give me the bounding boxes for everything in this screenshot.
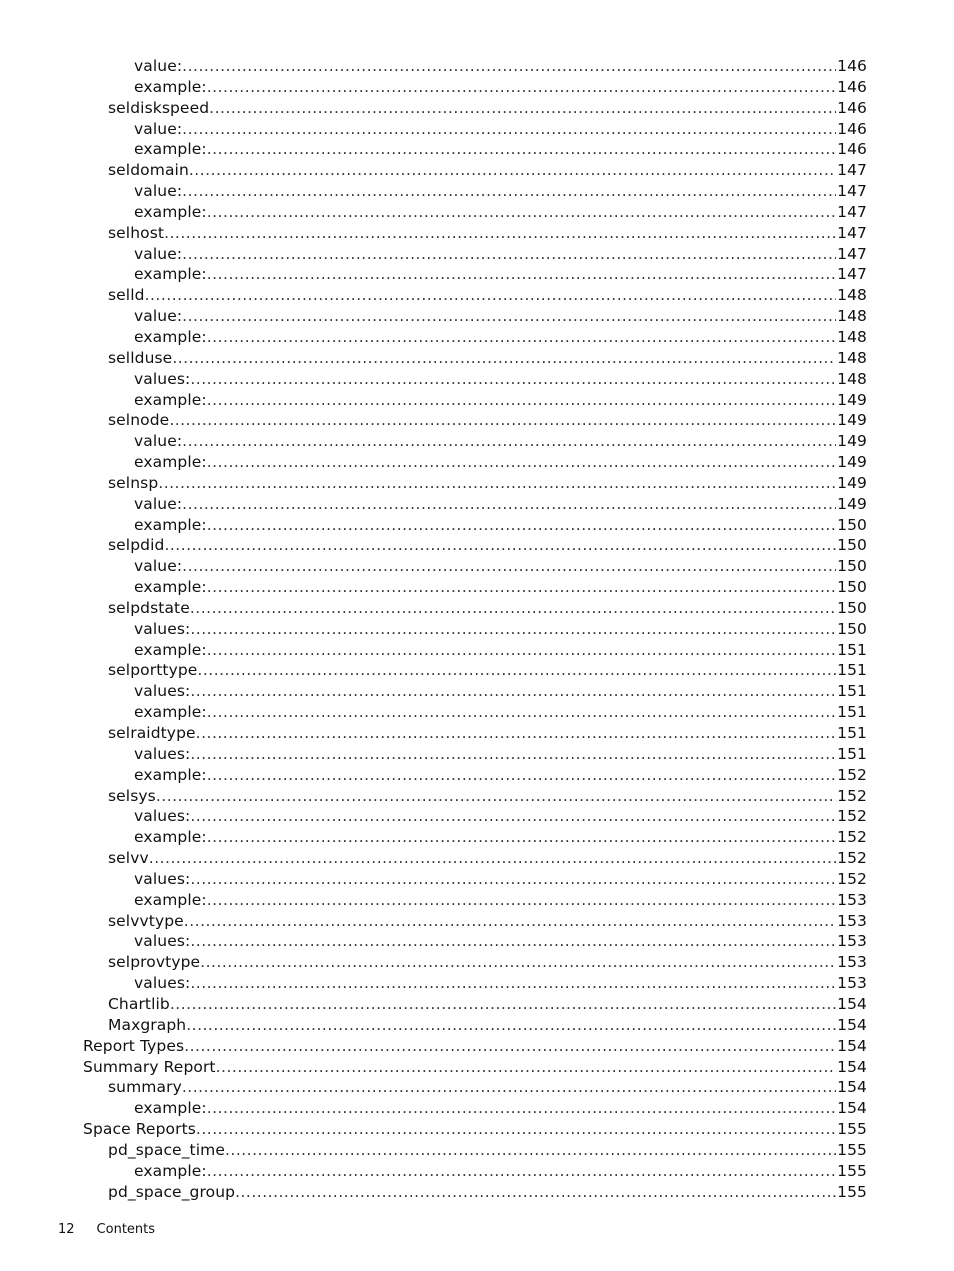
toc-entry-label: value: [134, 432, 183, 451]
toc-entry[interactable] [0, 744, 954, 765]
toc-entry-line [134, 139, 867, 160]
toc-entry[interactable] [0, 786, 954, 807]
toc-entry-page-number: 153 [837, 932, 867, 951]
footer-page-number: 12 [58, 1222, 75, 1237]
toc-entry-line [108, 952, 867, 973]
dot-leader [182, 306, 836, 327]
toc-entry[interactable] [0, 181, 954, 202]
toc-entry-line [108, 1140, 867, 1161]
toc-entry-line [108, 723, 867, 744]
toc-entry-label: selpdid [108, 536, 165, 555]
toc-entry-line [134, 681, 867, 702]
toc-entry-line [108, 223, 867, 244]
toc-entry-label: values: [134, 619, 191, 638]
toc-entry[interactable] [0, 1057, 954, 1078]
toc-entry-page-number: 149 [837, 390, 867, 409]
toc-entry-line [134, 1161, 867, 1182]
toc-entry[interactable] [0, 431, 954, 452]
toc-entry-label: Space Reports [83, 1120, 196, 1139]
toc-entry-page-number: 153 [837, 953, 867, 972]
toc-entry-label: Summary Report [83, 1057, 216, 1076]
dot-leader [190, 806, 836, 827]
toc-entry[interactable] [0, 1140, 954, 1161]
toc-entry-line [108, 994, 867, 1015]
dot-leader [196, 723, 836, 744]
toc-entry-line [134, 931, 867, 952]
toc-entry[interactable] [0, 202, 954, 223]
toc-entry-label: seldomain [108, 161, 189, 180]
toc-entry[interactable] [0, 452, 954, 473]
toc-entry-label: values: [134, 807, 191, 826]
toc-entry-page-number: 154 [837, 994, 867, 1013]
toc-entry[interactable] [0, 1036, 954, 1057]
toc-entry-label: selnode [108, 411, 170, 430]
toc-entry[interactable] [0, 723, 954, 744]
dot-leader [172, 348, 836, 369]
toc-entry-label: value: [134, 307, 183, 326]
toc-entry[interactable] [0, 973, 954, 994]
toc-entry-line [134, 327, 867, 348]
dot-leader [184, 1036, 836, 1057]
toc-entry[interactable] [0, 306, 954, 327]
toc-entry-page-number: 155 [837, 1120, 867, 1139]
toc-entry-label: seldiskspeed [108, 98, 210, 117]
toc-entry-line [108, 598, 867, 619]
toc-entry[interactable] [0, 119, 954, 140]
toc-entry-line [134, 119, 867, 140]
toc-entry-label: value: [134, 119, 183, 138]
toc-entry-label: example: [134, 1099, 207, 1118]
toc-entry-line [108, 848, 867, 869]
toc-entry-line [108, 535, 867, 556]
toc-entry-line [134, 306, 867, 327]
toc-entry-line [108, 1015, 867, 1036]
toc-entry-line [108, 348, 867, 369]
toc-entry-page-number: 155 [837, 1182, 867, 1201]
dot-leader [207, 139, 836, 160]
toc-entry-label: selnsp [108, 473, 159, 492]
toc-entry-line [108, 473, 867, 494]
toc-entry-page-number: 152 [837, 869, 867, 888]
toc-entry-page-number: 153 [837, 890, 867, 909]
toc-entry[interactable] [0, 369, 954, 390]
toc-entry-page-number: 154 [837, 1057, 867, 1076]
toc-entry-label: selpdstate [108, 598, 190, 617]
toc-entry-label: selld [108, 286, 145, 305]
toc-entry-label: values: [134, 974, 191, 993]
toc-entry-page-number: 147 [837, 223, 867, 242]
toc-entry-line [134, 244, 867, 265]
toc-entry-label: example: [134, 828, 207, 847]
toc-entry-page-number: 154 [837, 1078, 867, 1097]
toc-entry[interactable] [0, 619, 954, 640]
dot-leader [207, 264, 836, 285]
dot-leader [164, 223, 836, 244]
dot-leader [207, 577, 836, 598]
toc-entry-page-number: 150 [837, 578, 867, 597]
toc-entry-label: selsys [108, 786, 156, 805]
toc-entry[interactable] [0, 77, 954, 98]
toc-entry-label: pd_space_group [108, 1182, 236, 1201]
toc-entry-page-number: 151 [837, 724, 867, 742]
toc-entry-label: value: [134, 494, 183, 513]
toc-entry-label: Maxgraph [108, 1015, 187, 1034]
toc-entry-label: summary [108, 1078, 182, 1097]
toc-entry-line [134, 264, 867, 285]
toc-entry-label: value: [134, 244, 183, 263]
toc-entry-line [134, 56, 867, 77]
toc-entry-page-number: 152 [837, 786, 867, 805]
toc-entry-page-number: 151 [837, 640, 867, 659]
dot-leader [207, 640, 836, 661]
dot-leader [207, 202, 836, 223]
toc-entry-label: example: [134, 327, 207, 346]
toc-entry-page-number: 148 [837, 286, 867, 305]
dot-leader [182, 181, 836, 202]
dot-leader [182, 119, 836, 140]
toc-entry-label: values: [134, 369, 191, 388]
toc-entry[interactable] [0, 577, 954, 598]
toc-entry-page-number: 149 [837, 432, 867, 451]
page-footer [58, 1222, 155, 1237]
toc-entry-page-number: 146 [837, 98, 867, 117]
dot-leader [190, 619, 836, 640]
toc-entry-page-number: 152 [837, 849, 867, 868]
dot-leader [190, 931, 836, 952]
toc-entry-page-number: 147 [837, 182, 867, 201]
toc-entry-label: values: [134, 932, 191, 951]
dot-leader [182, 244, 836, 265]
toc-entry[interactable] [0, 390, 954, 411]
toc-entry-page-number: 146 [837, 77, 867, 96]
toc-entry-page-number: 150 [837, 536, 867, 555]
toc-entry[interactable] [0, 98, 954, 119]
dot-leader [225, 1140, 836, 1161]
toc-entry-line [134, 1098, 867, 1119]
toc-entry-label: value: [134, 57, 183, 75]
toc-entry-page-number: 153 [837, 911, 867, 930]
dot-leader [145, 285, 837, 306]
toc-entry[interactable] [0, 640, 954, 661]
dot-leader [207, 390, 836, 411]
toc-entry-page-number: 152 [837, 765, 867, 784]
dot-leader [190, 598, 836, 619]
toc-entry[interactable] [0, 890, 954, 911]
toc-entry-line [134, 869, 867, 890]
toc-entry[interactable] [0, 1182, 954, 1203]
toc-entry-label: example: [134, 515, 207, 534]
toc-entry[interactable] [0, 327, 954, 348]
toc-entry[interactable] [0, 827, 954, 848]
toc-entry-line [108, 1077, 867, 1098]
toc-entry-page-number: 151 [837, 682, 867, 701]
toc-entry-line [134, 702, 867, 723]
toc-entry-line [108, 285, 867, 306]
toc-entry-line [134, 369, 867, 390]
toc-entry-page-number: 154 [837, 1015, 867, 1034]
toc-entry-line [134, 765, 867, 786]
toc-entry-page-number: 154 [837, 1099, 867, 1118]
dot-leader [207, 1161, 836, 1182]
toc-entry-label: values: [134, 682, 191, 701]
toc-entry-page-number: 148 [837, 369, 867, 388]
toc-entry-line [134, 181, 867, 202]
toc-entry-label: selraidtype [108, 724, 196, 742]
toc-entry[interactable] [0, 56, 954, 77]
toc-entry-page-number: 146 [837, 57, 867, 75]
dot-leader [190, 681, 836, 702]
toc-entry[interactable] [0, 244, 954, 265]
toc-entry[interactable] [0, 681, 954, 702]
toc-entry-page-number: 155 [837, 1161, 867, 1180]
toc-entry-line [83, 1036, 867, 1057]
toc-entry-line [134, 515, 867, 536]
toc-entry[interactable] [0, 494, 954, 515]
dot-leader [235, 1182, 836, 1203]
toc-entry-line [134, 744, 867, 765]
dot-leader [184, 911, 836, 932]
toc-entry-label: example: [134, 640, 207, 659]
toc-entry[interactable] [0, 515, 954, 536]
toc-entry-page-number: 147 [837, 161, 867, 180]
toc-entry-label: example: [134, 1161, 207, 1180]
toc-entry-label: value: [134, 557, 183, 576]
toc-entry-label: example: [134, 140, 207, 159]
toc-entry-page-number: 155 [837, 1140, 867, 1159]
toc-entry-label: example: [134, 453, 207, 472]
toc-entry-page-number: 152 [837, 828, 867, 847]
toc-entry-label: selprovtype [108, 953, 201, 972]
toc-entry-page-number: 151 [837, 661, 867, 680]
toc-entry-line [134, 494, 867, 515]
toc-entry-page-number: 149 [837, 494, 867, 513]
toc-entry[interactable] [0, 1161, 954, 1182]
dot-leader [207, 827, 836, 848]
toc-entry-page-number: 152 [837, 807, 867, 826]
toc-entry[interactable] [0, 160, 954, 181]
dot-leader [169, 410, 836, 431]
dot-leader [186, 1015, 836, 1036]
toc-entry-label: selvv [108, 849, 149, 868]
toc-entry-label: values: [134, 869, 191, 888]
toc-entry-page-number: 150 [837, 598, 867, 617]
toc-entry-line [108, 98, 867, 119]
toc-entry-line [134, 640, 867, 661]
toc-entry[interactable] [0, 285, 954, 306]
dot-leader [207, 77, 836, 98]
dot-leader [207, 1098, 836, 1119]
dot-leader [190, 744, 836, 765]
toc-entry-label: value: [134, 182, 183, 201]
toc-entry-line [108, 786, 867, 807]
toc-entry-page-number: 154 [837, 1036, 867, 1055]
toc-entry-label: Chartlib [108, 994, 170, 1013]
toc-entry-label: example: [134, 77, 207, 96]
toc-entry-line [134, 390, 867, 411]
toc-entry-label: example: [134, 765, 207, 784]
toc-entry-page-number: 150 [837, 619, 867, 638]
toc-entry[interactable] [0, 535, 954, 556]
dot-leader [156, 786, 836, 807]
toc-entry-page-number: 146 [837, 119, 867, 138]
dot-leader [158, 473, 836, 494]
toc-entry[interactable] [0, 264, 954, 285]
dot-leader [207, 890, 836, 911]
toc-entry-page-number: 148 [837, 307, 867, 326]
toc-entry[interactable] [0, 410, 954, 431]
toc-entry-page-number: 147 [837, 202, 867, 221]
dot-leader [197, 660, 836, 681]
toc-entry-label: example: [134, 390, 207, 409]
toc-entry[interactable] [0, 1098, 954, 1119]
toc-entry-page-number: 149 [837, 411, 867, 430]
dot-leader [209, 98, 836, 119]
toc-entry-label: selhost [108, 223, 165, 242]
dot-leader [170, 994, 836, 1015]
toc-entry[interactable] [0, 139, 954, 160]
toc-entry-line [108, 1182, 867, 1203]
toc-entry-label: sellduse [108, 348, 173, 367]
dot-leader [182, 556, 836, 577]
toc-entry-label: example: [134, 578, 207, 597]
toc-entry-page-number: 151 [837, 703, 867, 722]
toc-entry-label: example: [134, 703, 207, 722]
toc-entry[interactable] [0, 223, 954, 244]
toc-entry-page-number: 147 [837, 265, 867, 284]
toc-entry-label: selvvtype [108, 911, 184, 930]
toc-entry-page-number: 149 [837, 453, 867, 472]
dot-leader [149, 848, 836, 869]
toc-entry-line [108, 911, 867, 932]
toc-entry-label: values: [134, 744, 191, 763]
dot-leader [207, 452, 836, 473]
toc-entry[interactable] [0, 1119, 954, 1140]
toc-entry[interactable] [0, 473, 954, 494]
toc-entry-line [83, 1119, 867, 1140]
toc-entry-page-number: 150 [837, 515, 867, 534]
dot-leader [182, 1077, 836, 1098]
dot-leader [207, 765, 836, 786]
toc-entry[interactable] [0, 848, 954, 869]
dot-leader [196, 1119, 836, 1140]
toc-entry-page-number: 146 [837, 140, 867, 159]
toc-entry-line [108, 660, 867, 681]
toc-entry-page-number: 150 [837, 557, 867, 576]
toc-entry-page-number: 147 [837, 244, 867, 263]
dot-leader [190, 973, 836, 994]
toc-entry[interactable] [0, 598, 954, 619]
toc-entry[interactable] [0, 660, 954, 681]
toc-entry[interactable] [0, 702, 954, 723]
dot-leader [207, 327, 836, 348]
toc-entry-line [134, 556, 867, 577]
toc-entry-line [134, 890, 867, 911]
dot-leader [182, 431, 836, 452]
toc-entry[interactable] [0, 806, 954, 827]
toc-entry[interactable] [0, 556, 954, 577]
toc-entry-line [134, 973, 867, 994]
toc-entry-label: example: [134, 265, 207, 284]
toc-entry-line [134, 619, 867, 640]
toc-entry-label: Report Types [83, 1036, 185, 1055]
toc-entry-label: example: [134, 890, 207, 909]
toc-entry-page-number: 148 [837, 348, 867, 367]
toc-entry-label: pd_space_time [108, 1140, 225, 1159]
toc-entry-label: selporttype [108, 661, 198, 680]
toc-entry[interactable] [0, 911, 954, 932]
toc-entry-line [108, 160, 867, 181]
toc-entry-line [134, 202, 867, 223]
toc-entry-page-number: 151 [837, 744, 867, 763]
toc-entry[interactable] [0, 952, 954, 973]
dot-leader [207, 702, 836, 723]
toc-entry-line [83, 1057, 867, 1078]
toc-entry-line [108, 410, 867, 431]
toc-entry[interactable] [0, 1015, 954, 1036]
dot-leader [190, 369, 836, 390]
dot-leader [216, 1057, 836, 1078]
toc-entry[interactable] [0, 765, 954, 786]
toc-entry-line [134, 452, 867, 473]
toc-entry[interactable] [0, 931, 954, 952]
toc-entry-line [134, 827, 867, 848]
toc-entry-page-number: 148 [837, 327, 867, 346]
footer-section-title: Contents [96, 1222, 156, 1237]
dot-leader [207, 515, 836, 536]
dot-leader [182, 494, 836, 515]
dot-leader [164, 535, 836, 556]
toc-entry[interactable] [0, 869, 954, 890]
toc-entry-page-number: 153 [837, 974, 867, 993]
toc-entry-page-number: 149 [837, 473, 867, 492]
dot-leader [200, 952, 836, 973]
dot-leader [190, 869, 836, 890]
table-of-contents [0, 56, 954, 1202]
dot-leader [189, 160, 836, 181]
dot-leader [182, 56, 836, 77]
toc-entry-line [134, 577, 867, 598]
toc-entry[interactable] [0, 1077, 954, 1098]
toc-entry-line [134, 431, 867, 452]
toc-entry-label: example: [134, 202, 207, 221]
toc-entry[interactable] [0, 348, 954, 369]
toc-entry-line [134, 806, 867, 827]
toc-entry-line [134, 77, 867, 98]
toc-entry[interactable] [0, 994, 954, 1015]
